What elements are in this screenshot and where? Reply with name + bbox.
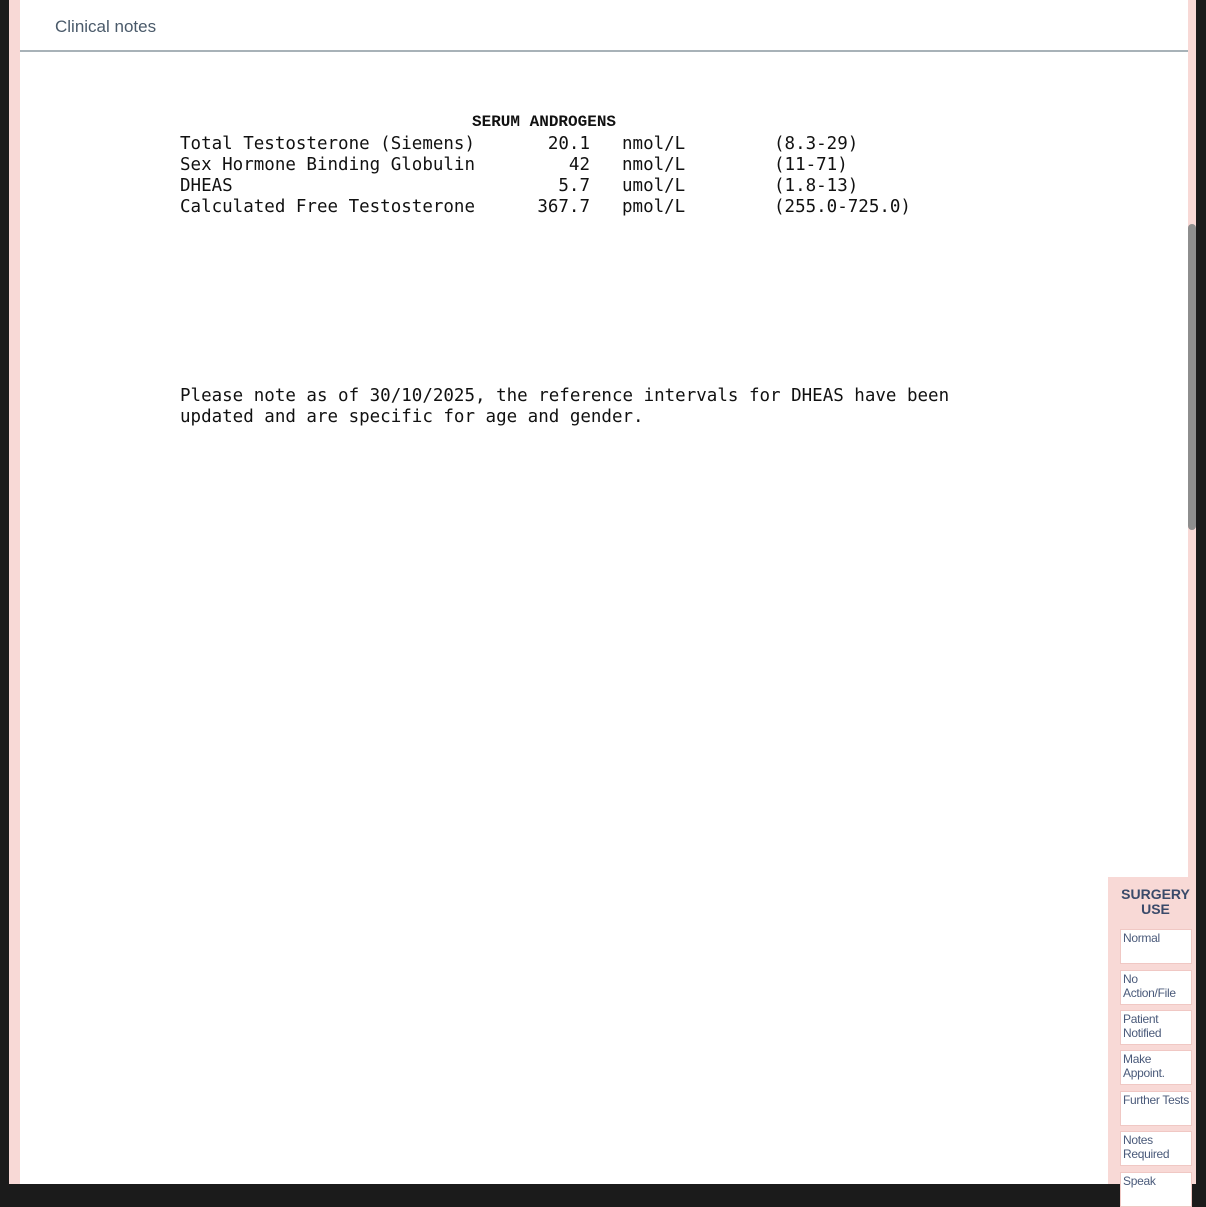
speak-checkbox[interactable]: Speak xyxy=(1120,1172,1192,1207)
reference-range: (11-71) xyxy=(774,155,848,175)
test-value: 5.7 xyxy=(558,176,590,196)
surgery-use-panel xyxy=(1108,877,1196,1188)
test-unit: umol/L xyxy=(622,176,686,196)
further-tests-checkbox[interactable]: Further Tests xyxy=(1120,1091,1192,1126)
result-row xyxy=(180,176,859,197)
test-name: Total Testosterone (Siemens) xyxy=(180,134,476,154)
reference-range: (255.0-725.0) xyxy=(774,197,911,217)
test-value: 20.1 xyxy=(547,134,590,154)
no-action-file-checkbox[interactable]: No Action/File xyxy=(1120,970,1192,1005)
header xyxy=(20,0,1188,52)
make-appointment-checkbox[interactable]: Make Appoint. xyxy=(1120,1050,1192,1085)
test-value: 367.7 xyxy=(537,197,590,217)
test-name: Sex Hormone Binding Globulin xyxy=(180,155,476,175)
test-unit: nmol/L xyxy=(622,155,686,175)
page-title: Clinical notes xyxy=(55,17,157,36)
notes-required-checkbox[interactable]: Notes Required xyxy=(1120,1131,1192,1166)
patient-notified-checkbox[interactable]: Patient Notified xyxy=(1120,1010,1192,1045)
left-frame-border xyxy=(9,0,20,1184)
test-value: 42 xyxy=(568,155,590,175)
test-unit: pmol/L xyxy=(622,197,686,217)
normal-checkbox[interactable]: Normal xyxy=(1120,929,1192,964)
vertical-scrollbar-thumb[interactable] xyxy=(1188,224,1196,530)
result-row xyxy=(180,155,848,176)
test-name: Calculated Free Testosterone xyxy=(180,197,476,217)
test-name: DHEAS xyxy=(180,176,233,196)
report-heading: SERUM ANDROGENS xyxy=(472,113,617,131)
reference-range: (1.8-13) xyxy=(774,176,859,196)
clinical-notes-page xyxy=(20,0,1188,1184)
surgery-use-title: SURGERY USE xyxy=(1121,886,1190,917)
reference-range: (8.3-29) xyxy=(774,134,859,154)
result-row xyxy=(180,134,859,155)
result-table xyxy=(180,134,911,218)
result-row xyxy=(180,197,911,218)
report-note: Please note as of 30/10/2025, the reference intervals for DHEAS have been updated and are specific for age and gender. xyxy=(180,386,950,427)
test-unit: nmol/L xyxy=(622,134,686,154)
